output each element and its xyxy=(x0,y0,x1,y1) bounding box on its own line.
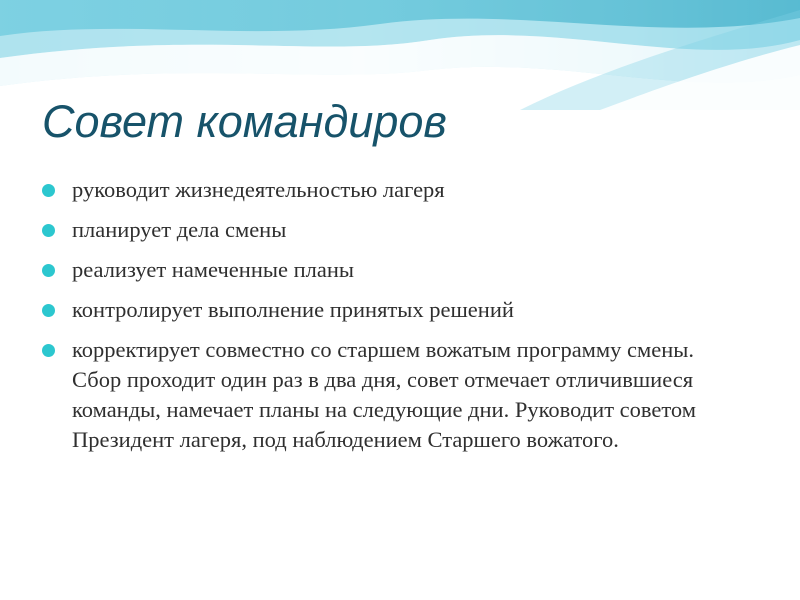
bullet-dot-icon xyxy=(42,184,55,197)
slide-title: Совет командиров xyxy=(42,96,447,147)
list-item-text: контролирует выполнение принятых решений xyxy=(72,297,514,322)
list-item xyxy=(40,255,720,285)
bullet-dot-icon xyxy=(42,304,55,317)
list-item xyxy=(40,175,720,205)
bullet-dot-icon xyxy=(42,264,55,277)
bullet-dot-icon xyxy=(42,224,55,237)
list-item xyxy=(40,335,720,455)
list-item-text: руководит жизнедеятельностью лагеря xyxy=(72,177,445,202)
list-item-text: корректирует совместно со старшем вожатым программу смены. Сбор проходит один раз в два дня, совет отмечает отличившиеся команды, намечает планы на следующие дни. Руководит советом Президент лагеря, под наблюдением Старшего вожатого. xyxy=(72,337,696,452)
bullet-list xyxy=(40,175,720,465)
list-item-text: реализует намеченные планы xyxy=(72,257,354,282)
wave-header-decoration xyxy=(0,0,800,110)
list-item-text: планирует дела смены xyxy=(72,217,287,242)
list-item xyxy=(40,215,720,245)
bullet-dot-icon xyxy=(42,344,55,357)
list-item xyxy=(40,295,720,325)
